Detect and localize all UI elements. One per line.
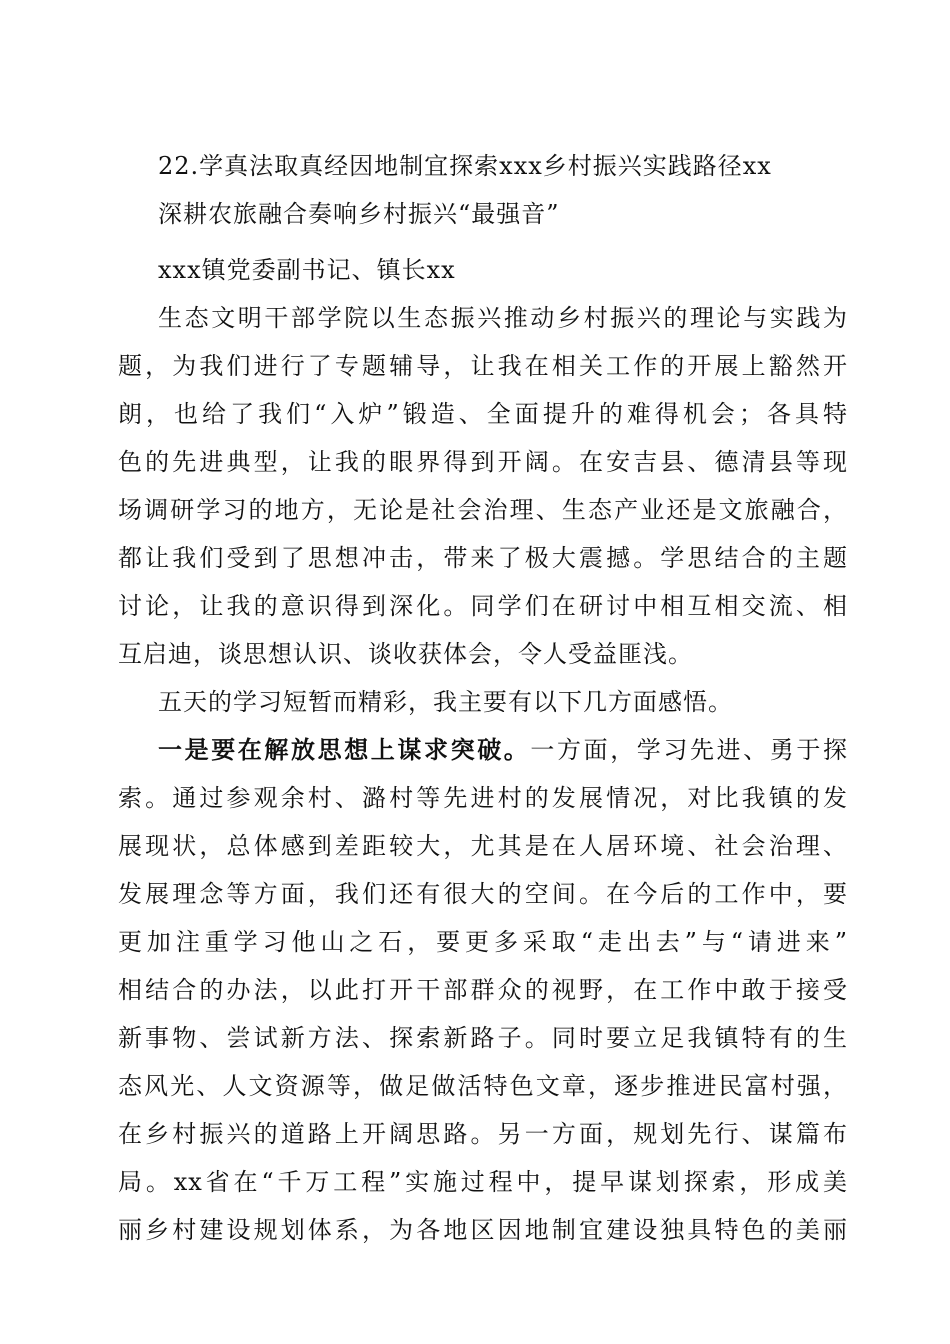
paragraph-line: 态风光、人文资源等，做足做活特色文章，逐步推进民富村强， (118, 1072, 848, 1100)
paragraph-3 (118, 726, 848, 1254)
paragraph-1 (118, 294, 848, 678)
paragraph-line: 色的先进典型，让我的眼界得到开阔。在安吉县、德清县等现 (118, 448, 848, 476)
document-subtitle: 深耕农旅融合奏响乡村振兴“最强音” (158, 200, 560, 228)
paragraph-line: 题，为我们进行了专题辅导，让我在相关工作的开展上豁然开 (118, 352, 848, 380)
document-author: xxx镇党委副书记、镇长xx (158, 256, 456, 284)
paragraph-line: 更加注重学习他山之石，要更多采取“走出去”与“请进来” (118, 928, 848, 956)
paragraph-line: 展现状，总体感到差距较大，尤其是在人居环境、社会治理、 (118, 832, 848, 860)
paragraph-lead-bold: 一是要在解放思想上谋求突破。 (158, 735, 531, 764)
paragraph-line: 讨论，让我的意识得到深化。同学们在研讨中相互相交流、相 (118, 592, 848, 620)
paragraph-line: 互启迪，谈思想认识、谈收获体会，令人受益匪浅。 (118, 640, 693, 668)
paragraph-line: 生态文明干部学院以生态振兴推动乡村振兴的理论与实践为 (158, 304, 848, 332)
paragraph-line: 场调研学习的地方，无论是社会治理、生态产业还是文旅融合， (118, 496, 848, 524)
paragraph-line: 发展理念等方面，我们还有很大的空间。在今后的工作中，要 (118, 880, 848, 908)
paragraph-line: 在乡村振兴的道路上开阔思路。另一方面，规划先行、谋篇布 (118, 1120, 848, 1148)
paragraph-line: 丽乡村建设规划体系，为各地区因地制宜建设独具特色的美丽 (118, 1216, 848, 1244)
paragraph-line: 新事物、尝试新方法、探索新路子。同时要立足我镇特有的生 (118, 1024, 848, 1052)
document-page (118, 142, 848, 1254)
paragraph-2 (118, 678, 848, 726)
paragraph-line: 相结合的办法，以此打开干部群众的视野，在工作中敢于接受 (118, 976, 848, 1004)
document-title: 22.学真法取真经因地制宜探索xxx乡村振兴实践路径xx (158, 152, 772, 180)
paragraph-lead-rest: 一方面，学习先进、勇于探 (530, 736, 848, 764)
paragraph-line: 索。通过参观余村、潞村等先进村的发展情况，对比我镇的发 (118, 784, 848, 812)
paragraph-line: 局。xx省在“千万工程”实施过程中，提早谋划探索，形成美 (118, 1168, 848, 1196)
paragraph-line (118, 726, 848, 774)
paragraph-line: 都让我们受到了思想冲击，带来了极大震撼。学思结合的主题 (118, 544, 848, 572)
paragraph-line: 五天的学习短暂而精彩，我主要有以下几方面感悟。 (158, 688, 733, 716)
paragraph-line: 朗，也给了我们“入炉”锻造、全面提升的难得机会；各具特 (118, 400, 848, 428)
